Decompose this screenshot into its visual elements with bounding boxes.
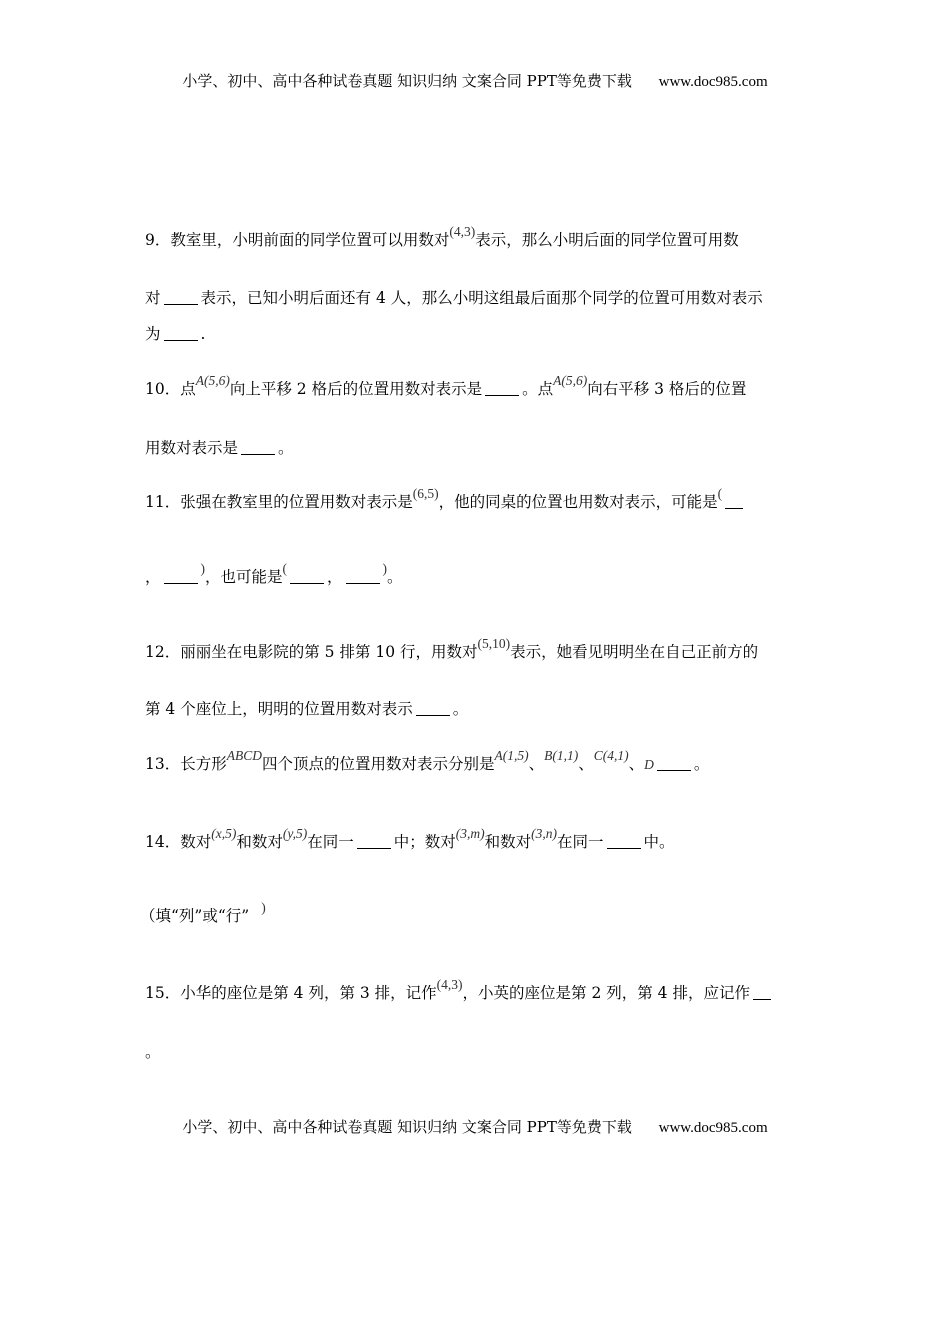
- answer-blank[interactable]: [416, 700, 450, 717]
- q12-text: 12．丽丽坐在电影院的第 5 排第 10 行，用数对: [145, 643, 478, 661]
- q14-text: 在同一: [307, 833, 354, 851]
- q10-line-1: [145, 373, 747, 399]
- q12-text: 第 4 个座位上，明明的位置用数对表示: [145, 700, 413, 718]
- page-footer: [0, 1116, 950, 1137]
- q13-math: ABCD: [226, 748, 262, 763]
- q14-line-1: [145, 826, 675, 852]
- q11-line-2: [145, 561, 403, 587]
- answer-blank[interactable]: [657, 755, 691, 772]
- q9-line-1: [145, 224, 739, 250]
- q11-math: (6,5): [412, 486, 439, 501]
- answer-blank[interactable]: [725, 493, 743, 510]
- q9-text: 为: [145, 325, 161, 343]
- q10-math: A(5,6): [195, 373, 230, 388]
- q10-text: 。: [278, 439, 294, 457]
- footer-site: www.doc985.com: [658, 1120, 768, 1136]
- q15-text: 15．小华的座位是第 4 列，第 3 排，记作: [145, 984, 437, 1002]
- answer-blank[interactable]: [753, 984, 771, 1001]
- q14-text: （填“列”或“行”: [140, 907, 250, 925]
- q11-text: ，也可能是: [205, 568, 283, 586]
- q14-text: 和数对: [236, 833, 283, 851]
- q10-text: 10．点: [145, 380, 196, 398]
- answer-blank[interactable]: [241, 439, 275, 456]
- q15-text: 。: [145, 1043, 161, 1061]
- page-header: [0, 70, 950, 91]
- q15-math: (4,3): [436, 977, 463, 992]
- q14-text: 和数对: [484, 833, 532, 851]
- q13-text: 、: [628, 755, 645, 773]
- q13-math: B(1,1): [544, 748, 579, 763]
- q14-text: 中；数对: [393, 833, 456, 851]
- q10-text: 向上平移 2 格后的位置用数对表示是: [229, 380, 483, 398]
- q10-line-2: [145, 436, 294, 458]
- answer-blank[interactable]: [607, 833, 641, 850]
- q9-math: (4,3): [449, 224, 476, 239]
- answer-blank[interactable]: [485, 380, 519, 397]
- q9-line-2: [145, 286, 763, 308]
- q13-text: 。: [693, 755, 710, 773]
- q9-text: 表示，那么小明后面的同学位置可用数: [475, 231, 739, 249]
- answer-blank[interactable]: [346, 568, 380, 585]
- q13-math: A(1,5): [494, 748, 529, 763]
- answer-blank[interactable]: [290, 568, 324, 585]
- q11-math: (: [717, 486, 723, 501]
- q11-text: 11．张强在教室里的位置用数对表示是: [145, 493, 413, 511]
- header-text: 小学、初中、高中各种试卷真题 知识归纳 文案合同 PPT等免费下载: [182, 72, 632, 90]
- q11-text: 。: [387, 568, 403, 586]
- header-site: www.doc985.com: [658, 74, 768, 90]
- q11-text: ，他的同桌的位置也用数对表示，可能是: [438, 493, 718, 511]
- q9-text: 表示，已知小明后面还有 4 人，那么小明这组最后面那个同学的位置可用数对表示: [200, 289, 763, 307]
- q12-text: 。: [452, 700, 469, 718]
- q11-math: (: [282, 561, 288, 576]
- q9-text: .: [200, 325, 206, 343]
- q15-line-1: [145, 977, 774, 1003]
- q9-text: 对: [145, 289, 161, 307]
- q10-text: 用数对表示是: [145, 439, 239, 457]
- q15-text: ，小英的座位是第 2 列，第 4 排，应记作: [462, 984, 750, 1002]
- footer-text: 小学、初中、高中各种试卷真题 知识归纳 文案合同 PPT等免费下载: [182, 1118, 632, 1136]
- q15-line-2: [145, 1040, 161, 1062]
- q14-math: (3,n): [531, 826, 558, 841]
- q12-text: 表示，她看见明明坐在自己正前方的: [510, 643, 759, 661]
- q11-math: ): [200, 561, 206, 576]
- q11-text: ，: [145, 568, 161, 586]
- q9-text: 9．教室里，小明前面的同学位置可以用数对: [145, 231, 450, 249]
- q14-text: 中。: [643, 833, 675, 851]
- q12-line-1: [145, 636, 759, 662]
- q14-math: (x,5): [211, 826, 237, 841]
- q10-math: A(5,6): [553, 373, 588, 388]
- q12-line-2: [145, 697, 468, 719]
- q11-math: ): [382, 561, 388, 576]
- q11-text: ，: [327, 568, 343, 586]
- q14-math: (y,5): [282, 826, 308, 841]
- q9-line-3: [145, 322, 205, 344]
- q13-line-1: [145, 748, 710, 774]
- q13-math: D: [644, 757, 654, 772]
- q10-text: 。点: [522, 380, 554, 398]
- q13-text: 、: [578, 755, 594, 773]
- q14-line-2: [140, 900, 266, 926]
- answer-blank[interactable]: [164, 325, 198, 342]
- q13-text: 13．长方形: [145, 755, 227, 773]
- answer-blank[interactable]: [164, 289, 198, 306]
- q14-text: 在同一: [557, 833, 604, 851]
- q13-text: 、: [528, 755, 545, 773]
- q10-text: 向右平移 3 格后的位置: [587, 380, 747, 398]
- answer-blank[interactable]: [357, 833, 391, 850]
- q11-line-1: [145, 486, 746, 512]
- q13-math: C(4,1): [593, 748, 629, 763]
- q13-text: 四个顶点的位置用数对表示分别是: [261, 755, 495, 773]
- q14-text: 14．数对: [145, 833, 212, 851]
- answer-blank[interactable]: [164, 568, 198, 585]
- q12-math: (5,10): [477, 636, 511, 651]
- q14-math: ): [261, 900, 266, 915]
- q14-math: (3,m): [455, 826, 485, 841]
